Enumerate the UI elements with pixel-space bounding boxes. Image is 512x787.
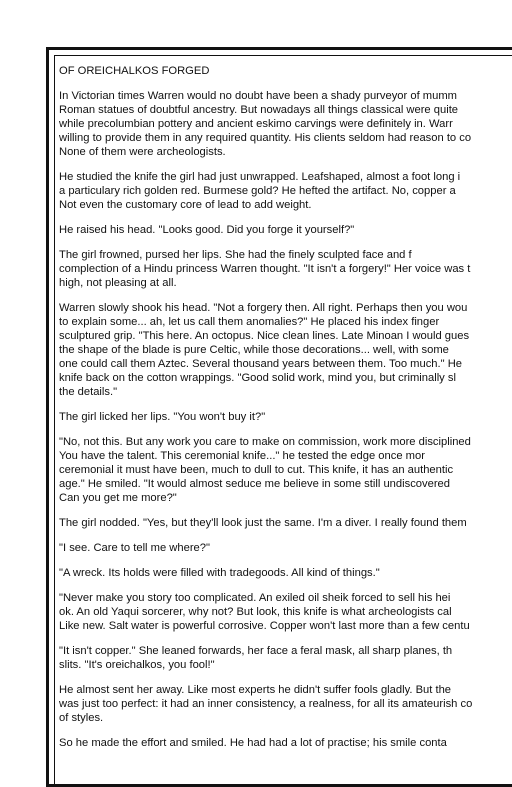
text-line: In Victorian times Warren would no doubt have been a shady purveyor of mumm (59, 90, 457, 102)
text-line: "It isn't copper." She leaned forwards, her face a feral mask, all sharp planes, th (59, 645, 453, 657)
text-line: slits. "It's oreichalkos, you fool!" (59, 659, 215, 671)
text-line: He raised his head. "Looks good. Did you forge it yourself?" (59, 224, 355, 236)
text-line: ceremonial it must have been, much to dull to cut. This knife, it has an authentic (59, 464, 454, 476)
paragraph (59, 591, 512, 633)
paragraph (59, 410, 512, 424)
text-line: You have the talent. This ceremonial knife..." he tested the edge once mor (59, 450, 425, 462)
paragraph (59, 644, 512, 672)
text-line: to explain some... ah, let us call them anomalies?" He placed his index finger (59, 316, 440, 328)
paragraph (59, 89, 512, 159)
text-line: Like new. Salt water is powerful corrosive. Copper won't last more than a few centu (59, 620, 470, 632)
text-line: So he made the effort and smiled. He had had a lot of practise; his smile conta (59, 737, 447, 749)
text-line: "I see. Care to tell me where?" (59, 542, 210, 554)
paragraph (59, 248, 512, 290)
paragraph (59, 566, 512, 580)
text-line: "No, not this. But any work you care to make on commission, work more disciplined (59, 436, 471, 448)
paragraph (59, 435, 512, 505)
paragraph (59, 683, 512, 725)
text-line: was just too perfect: it had an inner consistency, a realness, for all its amateurish co (59, 698, 473, 710)
text-line: The girl nodded. "Yes, but they'll look just the same. I'm a diver. I really found them (59, 517, 467, 529)
text-line: sculptured grip. "This here. An octopus. Nice clean lines. Late Minoan I would gues (59, 330, 470, 342)
text-line: Can you get me more?" (59, 492, 177, 504)
text-line: ok. An old Yaqui sorcerer, why not? But look, this knife is what archeologists cal (59, 606, 452, 618)
text-line: He almost sent her away. Like most experts he didn't suffer fools gladly. But the (59, 684, 452, 696)
paragraph (59, 223, 512, 237)
text-line: one could call them Aztec. Several thousand years between them. Too much." He (59, 358, 463, 370)
text-line: knife back on the cotton wrappings. "Good solid work, mind you, but criminally sl (59, 372, 456, 384)
paragraph (59, 516, 512, 530)
paragraph (59, 170, 512, 212)
story-paragraphs (59, 89, 512, 750)
text-line: while precolumbian pottery and ancient eskimo carvings were definitely in. Warr (59, 118, 453, 130)
text-line: The girl frowned, pursed her lips. She had the finely sculpted face and f (59, 249, 412, 261)
story-title: OF OREICHALKOS FORGED (59, 65, 210, 77)
paragraph (59, 301, 512, 399)
text-line: He studied the knife the girl had just unwrapped. Leafshaped, almost a foot long i (59, 171, 461, 183)
paragraph (59, 541, 512, 555)
text-line: high, not pleasing at all. (59, 277, 177, 289)
text-line: Warren slowly shook his head. "Not a forgery then. All right. Perhaps then you wou (59, 302, 468, 314)
text-line: a particulary rich golden red. Burmese gold? He hefted the artifact. No, copper a (59, 185, 456, 197)
text-line: Roman statues of doubtful ancestry. But nowadays all things classical were quite (59, 104, 459, 116)
text-line: "A wreck. Its holds were filled with tradegoods. All kind of things." (59, 567, 380, 579)
text-line: The girl licked her lips. "You won't buy it?" (59, 411, 266, 423)
text-line: None of them were archeologists. (59, 146, 226, 158)
text-line: age." He smiled. "It would almost seduce me believe in some still undiscovered (59, 478, 450, 490)
text-line: willing to provide them in any required quantity. His clients seldom had reason to co (59, 132, 472, 144)
paragraph (59, 736, 512, 750)
text-line: Not even the customary core of lead to add weight. (59, 199, 312, 211)
text-line: complection of a Hindu princess Warren thought. "It isn't a forgery!" Her voice was t (59, 263, 471, 275)
text-line: the details." (59, 386, 118, 398)
text-line: of styles. (59, 712, 104, 724)
text-line: the shape of the blade is pure Celtic, while those decorations... well, with some (59, 344, 449, 356)
story-text (59, 64, 512, 761)
text-line: "Never make you story too complicated. An exiled oil sheik forced to sell his hei (59, 592, 451, 604)
